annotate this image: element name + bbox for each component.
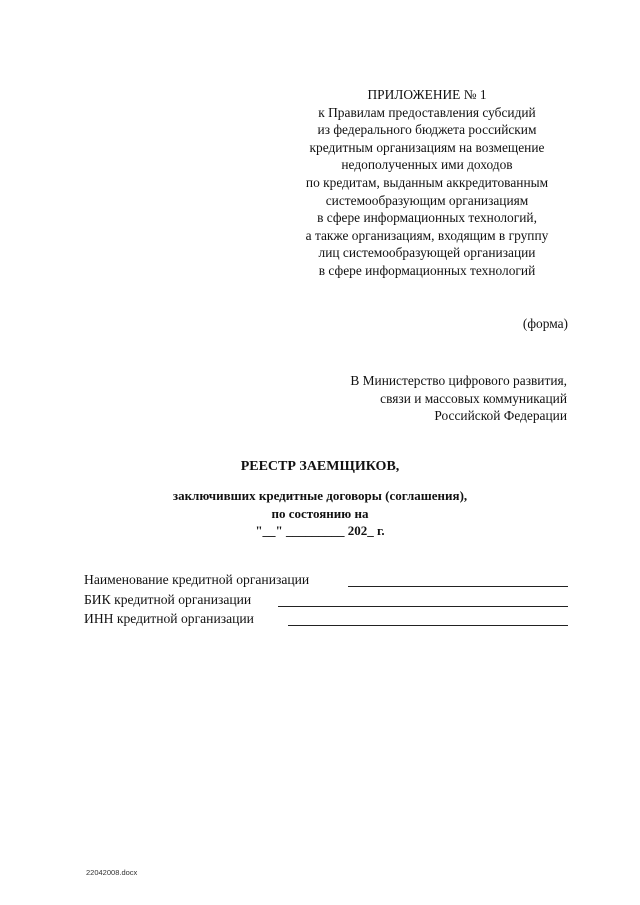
registry-date-line: "__" _________ 202_ г. <box>255 523 385 538</box>
appendix-line: по кредитам, выданным аккредитованным <box>305 174 549 190</box>
inn-field <box>84 611 568 631</box>
appendix-line: в сфере информационных технологий <box>318 262 536 278</box>
appendix-line: кредитным организациям на возмещение <box>309 139 545 155</box>
appendix-line: в сфере информационных технологий, <box>317 210 537 226</box>
appendix-title: ПРИЛОЖЕНИЕ № 1 <box>367 87 487 102</box>
addressee-line: связи и массовых коммуникаций <box>380 390 567 406</box>
inn-input-line[interactable] <box>288 625 568 626</box>
appendix-line: недополученных ими доходов <box>341 157 513 173</box>
registry-subtitle <box>0 487 640 540</box>
appendix-line: а также организациям, входящим в группу <box>305 227 549 243</box>
bik-label: БИК кредитной организации <box>84 591 252 607</box>
registry-subtitle-line: заключивших кредитные договоры (соглашения), <box>172 488 468 503</box>
bank-name-label: Наименование кредитной организации <box>84 572 310 587</box>
appendix-line: к Правилам предоставления субсидий <box>318 104 536 120</box>
bank-name-input-line[interactable] <box>348 586 568 587</box>
appendix-line: лиц системообразующей организации <box>318 245 536 261</box>
appendix-header <box>284 86 570 280</box>
inn-label: ИНН кредитной организации <box>84 611 254 626</box>
addressee-line: Российской Федерации <box>434 408 567 424</box>
registry-title: РЕЕСТР ЗАЕМЩИКОВ, <box>240 459 400 474</box>
appendix-line: системообразующим организациям <box>325 192 529 208</box>
bik-field <box>84 592 568 612</box>
file-name-footer: 22042008.docx <box>86 868 138 877</box>
bank-name-field <box>84 572 568 592</box>
bank-details-fields <box>84 572 568 631</box>
form-label: (форма) <box>522 316 568 331</box>
bik-input-line[interactable] <box>278 606 568 607</box>
registry-subtitle-line: по состоянию на <box>271 505 369 521</box>
addressee-line: В Министерство цифрового развития, <box>350 373 567 388</box>
appendix-line: из федерального бюджета российским <box>317 122 537 138</box>
addressee-block <box>350 372 567 425</box>
